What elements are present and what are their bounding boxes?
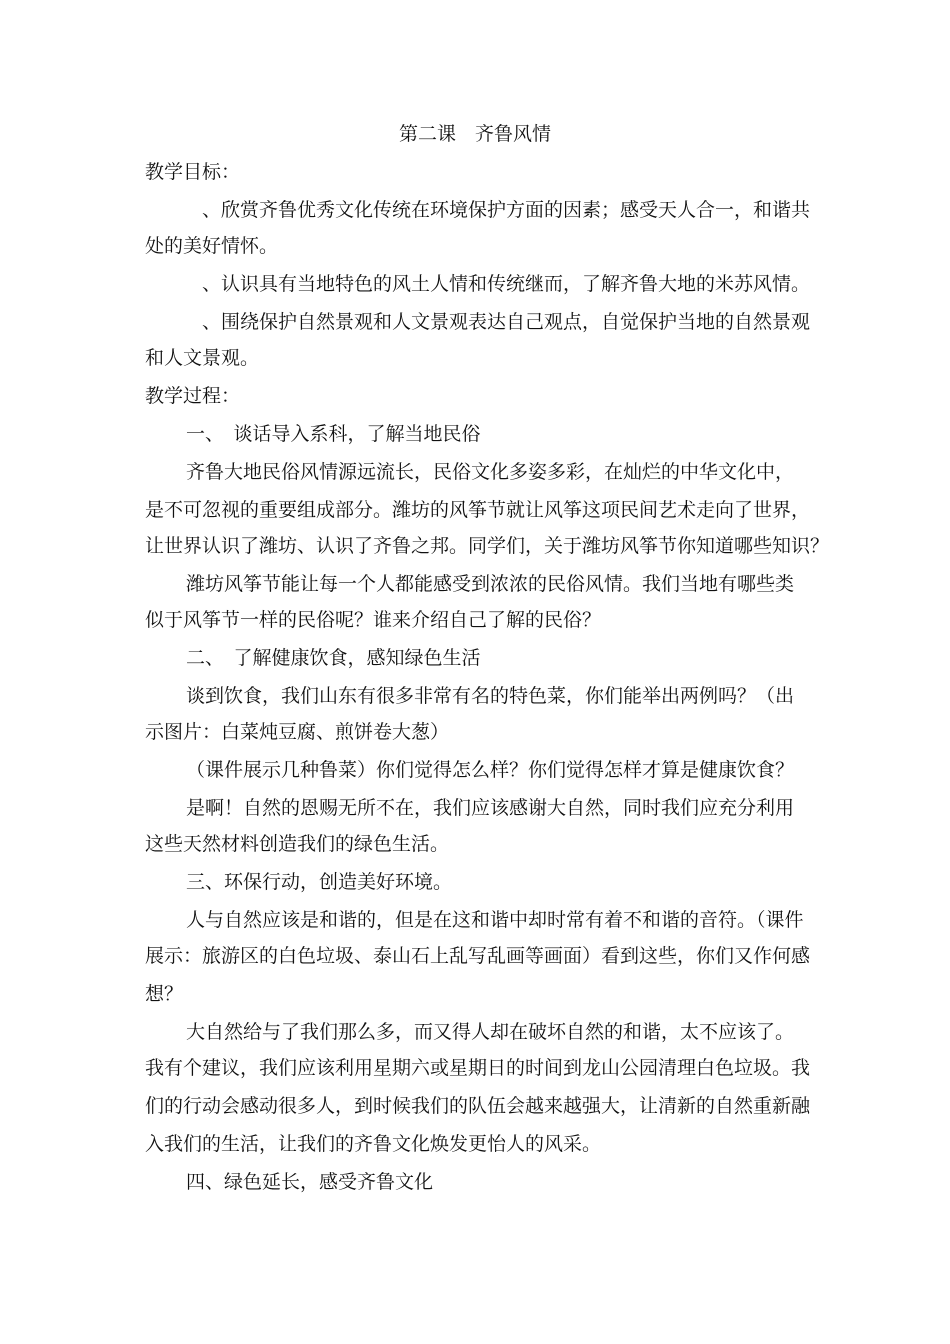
text-line: 是啊！自然的恩赐无所不在，我们应该感谢大自然，同时我们应充分利用	[186, 797, 795, 819]
text-line: 大自然给与了我们那么多，而又得人却在破坏自然的和谐，太不应该了。	[186, 1021, 795, 1043]
text-line: 展示：旅游区的白色垃圾、泰山石上乱写乱画等画面）看到这些，你们又作何感	[145, 945, 811, 967]
text-line: 示图片：白菜炖豆腐、煎饼卷大葱）	[145, 721, 450, 743]
text-line: 、围绕保护自然景观和人文景观表达自己观点，自觉保护当地的自然景观	[202, 311, 811, 333]
text-line: 入我们的生活，让我们的齐鲁文化焕发更怡人的风采。	[145, 1133, 602, 1155]
subheading-one: 一、 谈话导入系科，了解当地民俗	[186, 423, 481, 445]
section-heading-process: 教学过程：	[145, 385, 241, 407]
text-line: 想？	[145, 983, 184, 1005]
text-line: 似于风筝节一样的民俗呢？谁来介绍自己了解的民俗？	[145, 609, 602, 631]
text-line: 我有个建议，我们应该利用星期六或星期日的时间到龙山公园清理白色垃圾。我	[145, 1057, 811, 1079]
subheading-two: 二、 了解健康饮食，感知绿色生活	[186, 647, 481, 669]
text-line: 这些天然材料创造我们的绿色生活。	[145, 833, 450, 855]
text-line: 是不可忽视的重要组成部分。潍坊的风筝节就让风筝这项民间艺术走向了世界，	[145, 499, 811, 521]
text-line: 们的行动会感动很多人，到时候我们的队伍会越来越强大，让清新的自然重新融	[145, 1095, 811, 1117]
text-line: 和人文景观。	[145, 347, 260, 369]
text-line: 让世界认识了潍坊、认识了齐鲁之邦。同学们，关于潍坊风筝节你知道哪些知识？	[145, 535, 830, 557]
text-line: 齐鲁大地民俗风情源远流长，民俗文化多姿多彩，在灿烂的中华文化中，	[186, 461, 795, 483]
text-line: 谈到饮食，我们山东有很多非常有名的特色菜，你们能举出两例吗？（出	[186, 685, 795, 707]
text-line: 、认识具有当地特色的风土人情和传统继而，了解齐鲁大地的米苏风情。	[202, 273, 811, 295]
text-line: 潍坊风筝节能让每一个人都能感受到浓浓的民俗风情。我们当地有哪些类	[186, 573, 795, 595]
section-heading-goals: 教学目标：	[145, 161, 241, 183]
text-line: 、欣赏齐鲁优秀文化传统在环境保护方面的因素；感受天人合一，和谐共	[202, 199, 811, 221]
text-line: 人与自然应该是和谐的，但是在这和谐中却时常有着不和谐的音符。（课件	[186, 909, 804, 931]
subheading-three: 三、环保行动，创造美好环境。	[186, 871, 453, 893]
subheading-four: 四、绿色延长，感受齐鲁文化	[186, 1171, 434, 1193]
page-title: 第二课 齐鲁风情	[398, 123, 551, 145]
text-line: （课件展示几种鲁菜）你们觉得怎么样？你们觉得怎样才算是健康饮食？	[186, 759, 795, 781]
text-line: 处的美好情怀。	[145, 235, 279, 257]
